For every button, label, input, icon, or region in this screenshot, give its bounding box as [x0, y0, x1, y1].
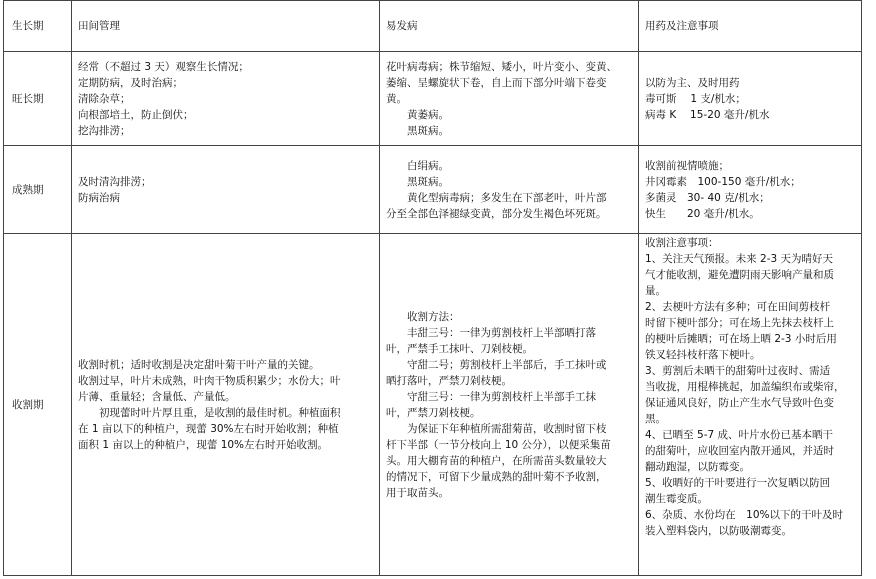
text-line: 花叶病毒病；株节缩短、矮小，叶片变小、变黄、	[386, 60, 617, 73]
text-line: 的甜菊叶，应收回室内散开通风，并适时	[645, 445, 834, 457]
text-line: 5、收晒好的干叶要进行一次复晒以防回	[645, 477, 831, 489]
text-line: 防病治病	[78, 191, 120, 204]
text-line: 白绢病。	[407, 159, 449, 172]
text-line: 在 1 亩以下的种植户，现蕾 30%左右时开始收割；种植	[78, 422, 339, 435]
text-line: 收割方法：	[407, 310, 460, 323]
text-line: 片薄、重量轻；含量低、产量低。	[78, 390, 236, 403]
stage-cell: 成熟期	[4, 146, 72, 234]
management-cell	[72, 52, 380, 146]
text-line: 潮生霉变质。	[645, 493, 708, 505]
text-line: 萎缩、呈螺旋状下卷，自上而下部分叶端下卷变	[386, 76, 607, 89]
text-line: 黄萎病。	[407, 108, 449, 121]
text-line: 黑斑病。	[407, 175, 449, 188]
text-line: 保证通风良好，防止产生水气导致叶色变	[645, 397, 834, 409]
text-line: 量。	[645, 285, 666, 297]
text-line: 叶，严禁刀剁枝梗。	[386, 406, 481, 419]
text-line: 多菌灵 30- 40 克/机水；	[645, 191, 770, 204]
stage-cell: 收割期	[4, 234, 72, 576]
text-line: 气才能收割，避免遭阴雨天影响产量和质	[645, 269, 834, 281]
text-line: 收割时机；适时收割是决定甜叶菊干叶产量的关键。	[78, 358, 320, 371]
text-line: 及时清沟排涝；	[78, 175, 152, 188]
text-line: 分至全部色泽褪绿变黄，部分发生褐色坏死斑。	[386, 207, 607, 220]
treatment-cell	[639, 146, 862, 234]
management-cell	[72, 146, 380, 234]
table-row	[4, 234, 862, 576]
table-row	[4, 146, 862, 234]
text-line: 黄。	[386, 92, 407, 105]
header-treatment: 用药及注意事项	[639, 1, 862, 52]
text-line: 杆下半部（一节分枝向上 10 公分），以便采集苗	[386, 438, 611, 451]
text-line: 为保证下年种植所需甜菊苗，收割时留下枝	[407, 422, 607, 435]
text-line: 以防为主、及时用药	[645, 76, 740, 89]
text-line: 定期防病，及时治病；	[78, 76, 183, 89]
diseases-cell	[380, 234, 639, 576]
management-cell	[72, 234, 380, 576]
text-line: 的情况下，可留下少量成熟的甜叶菊不予收割，	[386, 470, 607, 483]
text-line: 用于取苗头。	[386, 486, 449, 499]
stage-cell: 旺长期	[4, 52, 72, 146]
cultivation-table	[3, 0, 862, 576]
header-diseases: 易发病	[380, 1, 639, 52]
text-line: 病毒 K 15-20 毫升/机水	[645, 108, 770, 121]
text-line: 时留下梗叶部分；可在场上先抹去枝杆上	[645, 317, 834, 329]
text-line: 黑。	[645, 413, 666, 425]
text-line: 收割注意事项：	[645, 237, 719, 249]
header-row	[4, 1, 862, 52]
text-line: 3、剪割后未晒干的甜菊叶过夜时、需适	[645, 365, 831, 377]
header-management: 田间管理	[72, 1, 380, 52]
text-line: 晒打落叶，严禁刀剁枝梗。	[386, 374, 512, 387]
diseases-cell	[380, 52, 639, 146]
treatment-cell	[639, 234, 862, 576]
text-line: 的梗叶后摊晒；可在场上晒 2-3 小时后用	[645, 333, 837, 345]
text-line: 6、杂质、水份均在 10%以下的干叶及时	[645, 509, 844, 521]
text-line: 丰甜三号：一律为剪割枝杆上半部晒打落	[407, 326, 596, 339]
text-line: 叶，严禁手工抹叶、刀剁枝梗。	[386, 342, 533, 355]
text-line: 装入塑料袋内，以防吸潮霉变。	[645, 525, 792, 537]
text-line: 头。用大棚育苗的种植户，在所需苗头数量较大	[386, 454, 607, 467]
text-line: 铁叉轻抖枝杆落下梗叶。	[645, 349, 761, 361]
diseases-cell	[380, 146, 639, 234]
text-line: 经常（不超过 3 天）观察生长情况；	[78, 60, 249, 73]
text-line: 面积 1 亩以上的种植户，现蕾 10%左右时开始收割。	[78, 438, 329, 451]
text-line: 井冈霉素 100-150 毫升/机水；	[645, 175, 801, 188]
text-line: 守甜二号；剪割枝杆上半部后，手工抹叶或	[407, 358, 607, 371]
text-line: 收割过早，叶片未成熟，叶肉干物质积累少；水份大；叶	[78, 374, 341, 387]
text-line: 2、去梗叶方法有多种；可在田间剪枝杆	[645, 301, 831, 313]
text-line: 毒可斯 1 支/机水；	[645, 92, 746, 105]
header-stage: 生长期	[4, 1, 72, 52]
text-line: 当收拢，用棍棒挑起，加盖编织布或柴帘，	[645, 381, 845, 393]
text-line: 快生 20 毫升/机水。	[645, 207, 760, 220]
text-line: 挖沟排涝；	[78, 124, 131, 137]
treatment-cell	[639, 52, 862, 146]
text-line: 收割前视情喷施；	[645, 159, 729, 172]
text-line: 清除杂草；	[78, 92, 131, 105]
table-row	[4, 52, 862, 146]
text-line: 1、关注天气预报。未来 2-3 天为晴好天	[645, 253, 834, 265]
text-line: 向根部培土，防止倒伏；	[78, 108, 194, 121]
text-line: 翻动跑湿，以防霉变。	[645, 461, 750, 473]
text-line: 黑斑病。	[407, 124, 449, 137]
text-line: 4、已晒至 5-7 成、叶片水份已基本晒干	[645, 429, 834, 441]
text-line: 黄化型病毒病；多发生在下部老叶，叶片部	[407, 191, 607, 204]
text-line: 初现蕾时叶片厚且重，是收割的最佳时机。种植面积	[99, 406, 341, 419]
text-line: 守甜三号：一律为剪割枝杆上半部手工抹	[407, 390, 596, 403]
